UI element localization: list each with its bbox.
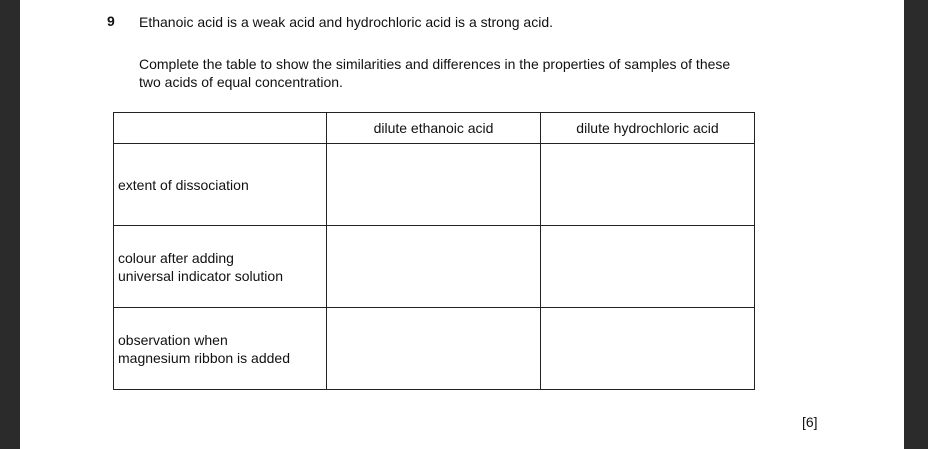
table-header-row [114,113,755,144]
header-property [114,113,327,144]
table-row [114,226,755,308]
question-number: 9 [107,13,115,29]
table-row [114,144,755,226]
answer-cell-ethanoic-dissociation[interactable] [327,144,541,226]
header-hydrochloric-acid: dilute hydrochloric acid [541,113,755,144]
row-label-indicator-colour [114,226,327,308]
row-label-line: universal indicator solution [118,267,283,284]
row-label-line: extent of dissociation [118,176,249,193]
row-label-line: observation when [118,331,228,348]
question-stem: Ethanoic acid is a weak acid and hydrochloric acid is a strong acid. [139,14,553,30]
table-row [114,308,755,390]
header-ethanoic-acid: dilute ethanoic acid [327,113,541,144]
row-label-magnesium-observation [114,308,327,390]
question-instruction [139,55,829,91]
row-label-dissociation [114,144,327,226]
answer-cell-hydrochloric-magnesium[interactable] [541,308,755,390]
row-label-line: magnesium ribbon is added [118,349,290,366]
answer-cell-ethanoic-magnesium[interactable] [327,308,541,390]
exam-page [20,0,904,449]
answer-cell-ethanoic-colour[interactable] [327,226,541,308]
answer-cell-hydrochloric-dissociation[interactable] [541,144,755,226]
answer-cell-hydrochloric-colour[interactable] [541,226,755,308]
answer-table [113,112,755,390]
marks-label: [6] [802,414,818,430]
instruction-line: two acids of equal concentration. [139,74,343,90]
instruction-line: Complete the table to show the similarities and differences in the properties of samples of these [139,56,731,72]
row-label-line: colour after adding [118,249,234,266]
